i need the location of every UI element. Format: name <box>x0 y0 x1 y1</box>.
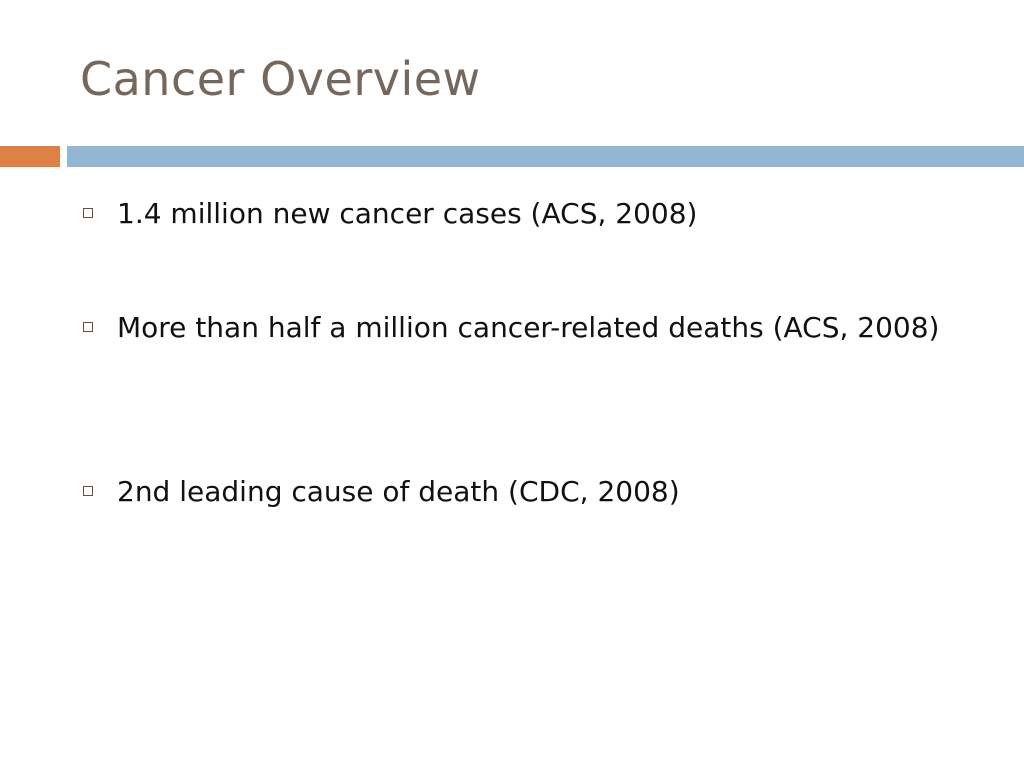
hollow-square-bullet-icon <box>83 208 93 218</box>
hollow-square-bullet-icon <box>83 322 93 332</box>
bullet-item <box>80 474 970 516</box>
hollow-square-bullet-icon <box>83 486 93 496</box>
bullet-text: 2nd leading cause of death (CDC, 2008) <box>117 475 680 508</box>
bullet-item <box>80 310 970 352</box>
bullet-item <box>80 196 970 238</box>
slide-title: Cancer Overview <box>80 52 481 106</box>
bullet-text: 1.4 million new cancer cases (ACS, 2008) <box>117 197 698 230</box>
bullet-text: More than half a million cancer-related deaths (ACS, 2008) <box>117 311 940 344</box>
